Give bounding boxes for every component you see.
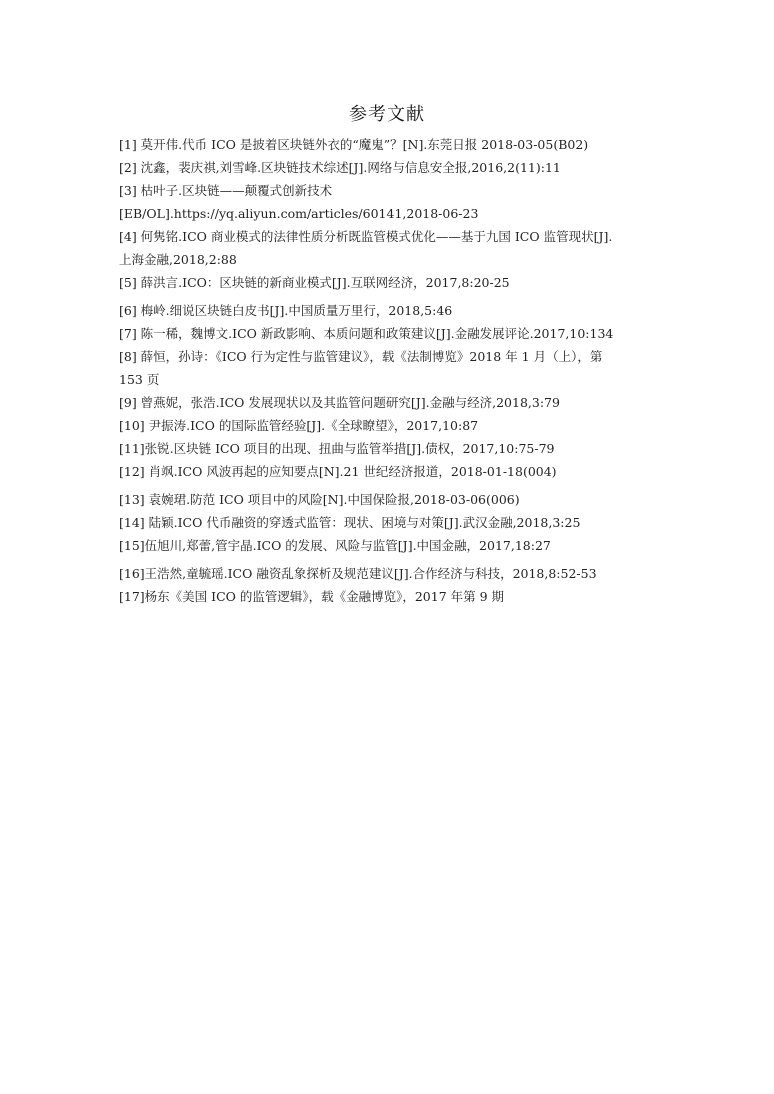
reference-list [119,133,679,608]
reference-item: [2] 沈鑫，裴庆祺,刘雪峰.区块链技术综述[J].网络与信息安全报,2016,2(11):11 [119,160,561,175]
reference-item: [1] 莫开伟.代币 ICO 是披着区块链外衣的“魔鬼”？[N].东莞日报 2018-03-05(B02) [119,137,589,152]
reference-item: [14] 陆颖.ICO 代币融资的穿透式监管：现状、困境与对策[J].武汉金融,2018,3:25 [119,515,581,530]
reference-item: [7] 陈一稀，魏博文.ICO 新政影响、本质问题和政策建议[J].金融发展评论.2017,10:134 [119,326,614,341]
reference-item: [12] 肖飒.ICO 风波再起的应知要点[N].21 世纪经济报道，2018-01-18(004) [119,464,557,479]
reference-item: [13] 袁婉珺.防范 ICO 项目中的风险[N].中国保险报,2018-03-06(006) [119,492,520,507]
reference-item: [8] 薛恒，孙诗：《ICO 行为定性与监管建议》，载《法制博览》2018 年 1 月（上），第 [119,349,603,364]
reference-item: [11]张锐.区块链 ICO 项目的出现、扭曲与监管举措[J].债权，2017,10:75-79 [119,441,555,456]
reference-item: [17]杨东《美国 ICO 的监管逻辑》，载《金融博览》，2017 年第 9 期 [119,589,505,604]
reference-item-continuation: 153 页 [119,372,160,387]
reference-item: [15]伍旭川,郑蕾,管宇晶.ICO 的发展、风险与监管[J].中国金融，2017,18:27 [119,538,551,553]
reference-item: [9] 曾燕妮，张浩.ICO 发展现状以及其监管问题研究[J].金融与经济,2018,3:79 [119,395,560,410]
page-title: 参考文献 [349,104,425,125]
reference-item: [6] 梅岭.细说区块链白皮书[J].中国质量万里行，2018,5:46 [119,303,453,318]
reference-item: [3] 枯叶子.区块链——颠覆式创新技术 [119,183,333,198]
reference-item: [16]王浩然,童毓瑶.ICO 融资乱象探析及规范建议[J].合作经济与科技，2018,8:52-53 [119,566,597,581]
reference-item-continuation: 上海金融,2018,2:88 [119,252,237,267]
reference-item: [4] 何隽铭.ICO 商业模式的法律性质分析既监管模式优化——基于九国 ICO 监管现状[J]. [119,229,613,244]
reference-item-continuation: [EB/OL].https://yq.aliyun.com/articles/60141,2018-06-23 [119,206,479,221]
reference-item: [5] 薛洪言.ICO：区块链的新商业模式[J].互联网经济，2017,8:20-25 [119,275,510,290]
reference-item: [10] 尹振涛.ICO 的国际监管经验[J].《全球瞭望》，2017,10:87 [119,418,479,433]
